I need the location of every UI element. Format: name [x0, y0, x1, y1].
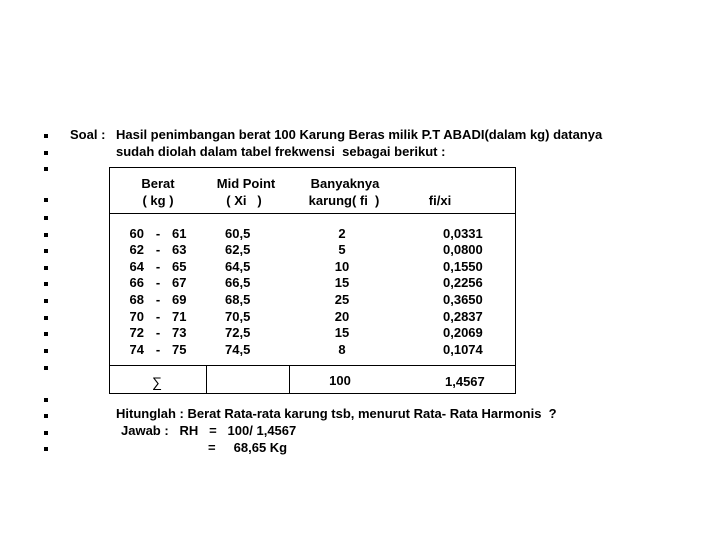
cell-xi: 66,5: [225, 275, 251, 290]
header-fixi: fi/xi: [428, 193, 452, 208]
bullet: [44, 316, 48, 320]
header-berat: Berat: [141, 176, 175, 191]
cell-hi: 71: [172, 309, 187, 324]
answer-line-1: Jawab : RH = 100/ 1,4567: [121, 423, 297, 438]
bullet: [44, 167, 48, 171]
cell-dash: -: [155, 275, 161, 290]
cell-hi: 61: [172, 226, 187, 241]
bullet: [44, 216, 48, 220]
cell-fixi: 0,2256: [443, 275, 483, 290]
soal-line-1: Hasil penimbangan berat 100 Karung Beras milik P.T ABADI(dalam kg) datanya: [116, 127, 603, 142]
cell-dash: -: [155, 325, 161, 340]
bullet: [44, 151, 48, 155]
cell-hi: 67: [172, 275, 187, 290]
header-midpoint: Mid Point: [216, 176, 276, 191]
cell-fi: 5: [338, 242, 346, 257]
cell-fi: 20: [334, 309, 350, 324]
cell-xi: 68,5: [225, 292, 251, 307]
table-col-divider: [206, 365, 207, 394]
soal-label: Soal :: [70, 127, 106, 142]
cell-dash: -: [155, 292, 161, 307]
cell-xi: 60,5: [225, 226, 251, 241]
cell-lo: 60: [129, 226, 144, 241]
question-text: Hitunglah : Berat Rata-rata karung tsb, menurut Rata- Rata Harmonis ?: [116, 406, 557, 421]
cell-dash: -: [155, 226, 161, 241]
sum-symbol: ∑: [152, 374, 162, 390]
cell-fixi: 0,0331: [443, 226, 483, 241]
cell-dash: -: [155, 309, 161, 324]
cell-lo: 66: [129, 275, 144, 290]
table-sum-divider: [109, 365, 516, 366]
bullet: [44, 299, 48, 303]
cell-fixi: 0,2069: [443, 325, 483, 340]
cell-hi: 69: [172, 292, 187, 307]
bullet: [44, 332, 48, 336]
bullet: [44, 431, 48, 435]
header-banyaknya: Banyaknya: [310, 176, 380, 191]
cell-lo: 62: [129, 242, 144, 257]
bullet: [44, 447, 48, 451]
cell-dash: -: [155, 342, 161, 357]
cell-xi: 64,5: [225, 259, 251, 274]
cell-fi: 25: [334, 292, 350, 307]
header-berat-unit: ( kg ): [142, 193, 174, 208]
cell-xi: 74,5: [225, 342, 251, 357]
bullet: [44, 366, 48, 370]
cell-hi: 63: [172, 242, 187, 257]
cell-fi: 2: [338, 226, 346, 241]
cell-fixi: 0,1074: [443, 342, 483, 357]
table-col-divider: [289, 365, 290, 394]
bullet: [44, 198, 48, 202]
bullet: [44, 249, 48, 253]
cell-dash: -: [155, 242, 161, 257]
cell-hi: 75: [172, 342, 187, 357]
bullet: [44, 233, 48, 237]
bullet: [44, 266, 48, 270]
cell-lo: 70: [129, 309, 144, 324]
cell-lo: 74: [129, 342, 144, 357]
header-karung-fi: karung( fi ): [308, 193, 380, 208]
cell-fi: 15: [334, 275, 350, 290]
bullet: [44, 349, 48, 353]
cell-fi: 10: [334, 259, 350, 274]
bullet: [44, 414, 48, 418]
bullet: [44, 134, 48, 138]
answer-line-2: = 68,65 Kg: [208, 440, 288, 455]
cell-xi: 70,5: [225, 309, 251, 324]
header-midpoint-xi: ( Xi ): [226, 193, 262, 208]
cell-fi: 15: [334, 325, 350, 340]
sum-fi: 100: [329, 373, 351, 388]
cell-fixi: 0,0800: [443, 242, 483, 257]
cell-fixi: 0,2837: [443, 309, 483, 324]
bullet: [44, 398, 48, 402]
cell-fixi: 0,1550: [443, 259, 483, 274]
cell-hi: 65: [172, 259, 187, 274]
sum-fixi: 1,4567: [445, 374, 485, 389]
cell-fi: 8: [338, 342, 346, 357]
bullet: [44, 282, 48, 286]
cell-dash: -: [155, 259, 161, 274]
cell-xi: 62,5: [225, 242, 251, 257]
cell-lo: 68: [129, 292, 144, 307]
soal-line-2: sudah diolah dalam tabel frekwensi sebagai berikut :: [116, 144, 446, 159]
cell-xi: 72,5: [225, 325, 251, 340]
table-header-divider: [109, 213, 516, 214]
cell-hi: 73: [172, 325, 187, 340]
cell-fixi: 0,3650: [443, 292, 483, 307]
cell-lo: 64: [129, 259, 144, 274]
cell-lo: 72: [129, 325, 144, 340]
